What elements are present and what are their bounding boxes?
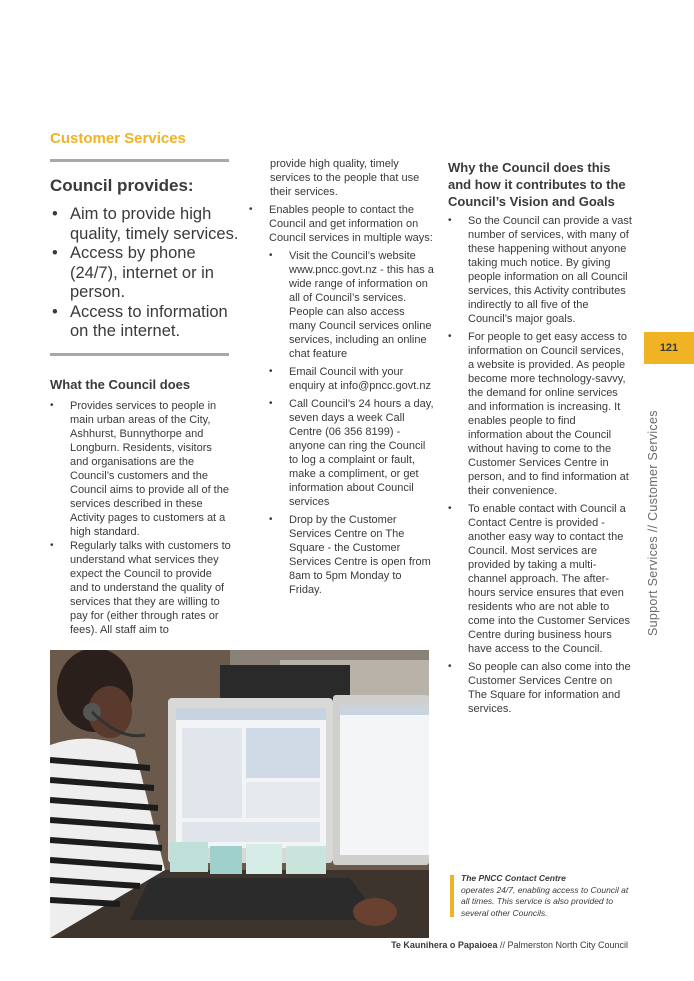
middle-subitem: • Drop by the Customer Services Centre on The Square - the Customer Services Centre is open from 8am to 5pm Monday to Friday. [269, 513, 434, 597]
bottom-rule [50, 353, 229, 356]
side-label [644, 368, 662, 636]
middle-item [249, 203, 434, 597]
why-item: • So the Council can provide a vast number of services, with many of these happening without anyone taking much notice. By giving people information on all Council services, this Activity contributes indirectly to all five of the Council’s major goals. [448, 214, 632, 326]
section-title: Customer Services [50, 130, 186, 147]
why-heading: Why the Council does this and how it contributes to the Council’s Vision and Goals [448, 160, 626, 209]
middle-sublist [249, 249, 434, 597]
caption-bar [450, 875, 454, 917]
why-item: • For people to get easy access to information on Council services, a website is provided. As people become more technology-savvy, the demand for online services and information is increasing. It enables people to find information about the Council without having to come to the Customer Services Centre in person, and to find information at their convenience. [448, 330, 632, 498]
provides-item: • Access to information on the internet. [50, 303, 240, 342]
contact-centre-photo [50, 650, 429, 938]
what-list [50, 399, 232, 637]
middle-subitem: • Call Council’s 24 hours a day, seven days a week Call Centre (06 356 8199) - anyone can ring the Council to log a complaint or fault, make a compliment, or get information about Council services [269, 397, 434, 509]
caption-text: operates 24/7, enabling access to Council at all times. This service is also provided to several other Councils. [461, 884, 629, 918]
photo-caption [461, 873, 636, 919]
why-item: • So people can also come into the Customer Services Centre on The Square for information and services. [448, 660, 632, 716]
what-item: • Provides services to people in main urban areas of the City, Ashhurst, Bunnythorpe and Longburn. Residents, visitors and organisations are the Council’s customers and the Council aims to provide all of the services described in these Activity pages to customers at a high standard. [50, 399, 232, 539]
page-number-tab [644, 332, 694, 364]
provides-item: • Aim to provide high quality, timely services. [50, 205, 240, 244]
footer-rest: // Palmerston North City Council [497, 940, 628, 950]
middle-list [249, 203, 434, 597]
caption-bold: The PNCC Contact Centre [461, 873, 566, 883]
provides-heading: Council provides: [50, 176, 194, 195]
middle-subitem: • Email Council with your enquiry at info@pncc.govt.nz [269, 365, 434, 393]
middle-item-text: Enables people to contact the Council and get information on Council services in multiple ways: [269, 204, 433, 244]
why-list [448, 214, 632, 716]
middle-subitem: • Visit the Council’s website www.pncc.govt.nz - this has a wide range of information on all of Council’s services. People can also access many Council services online services, including an online chat feature [269, 249, 434, 361]
top-rule [50, 159, 229, 162]
why-item: • To enable contact with Council a Contact Centre is provided - another easy way to contact the Council. Most services are provided by taking a multi-channel approach. The after-hours service ensures that even residents who are not able to come into the Customer Services Centre during business hours have access to the Council. [448, 502, 632, 656]
page-number: 121 [659, 342, 679, 354]
middle-continued: provide high quality, timely services to the people that use their services. [270, 158, 420, 198]
footer-bold: Te Kaunihera o Papaioea [391, 940, 498, 950]
side-label-text: Support Services // Customer Services [646, 410, 660, 636]
what-heading: What the Council does [50, 377, 191, 392]
provides-item: • Access by phone (24/7), internet or in person. [50, 244, 240, 303]
what-item: • Regularly talks with customers to understand what services they expect the Council to provide and to understand the quality of services that they are willing to pay for (either through rates or fees). All staff aim to [50, 539, 232, 637]
footer [391, 940, 628, 950]
provides-list [50, 205, 240, 342]
